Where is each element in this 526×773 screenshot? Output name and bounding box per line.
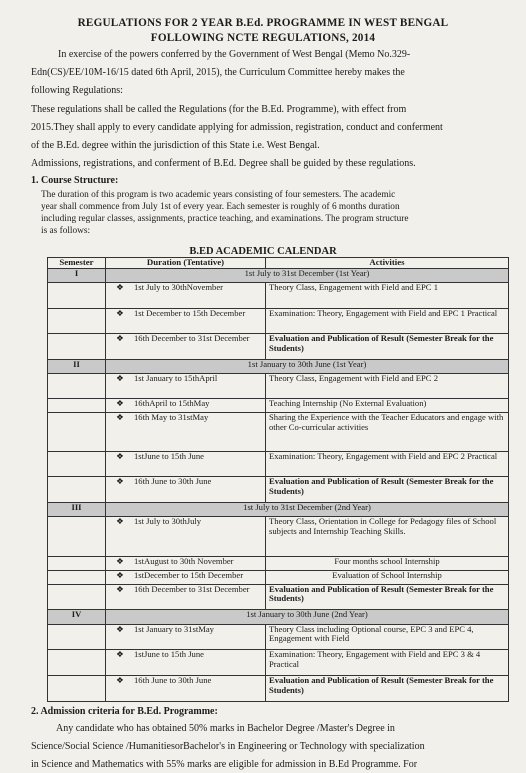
- duration-text: 16th June to 30th June: [134, 476, 212, 487]
- duration-text: 1stJune to 15th June: [134, 451, 204, 461]
- activity-cell: Theory Class including Optional course, EPC 3 and EPC 4, Engagement with Field: [266, 624, 509, 650]
- document-title-line-1: REGULATIONS FOR 2 YEAR B.Ed. PROGRAMME IN WEST BENGAL: [77, 17, 449, 29]
- section-2-line-1: Any candidate who has obtained 50% marks in Bachelor Degree /Master's Degree in: [56, 723, 395, 734]
- diamond-bullet-icon: ❖: [116, 624, 124, 634]
- duration-text: 1st January to 31stMay: [134, 624, 214, 634]
- semester-cell: [48, 650, 106, 676]
- duration-cell: [106, 413, 266, 451]
- table-row: [48, 451, 509, 477]
- header-activities: Activities: [266, 258, 509, 269]
- activity-cell: Examination: Theory, Engagement with Field and EPC 1 Practical: [266, 308, 509, 334]
- diamond-bullet-icon: ❖: [116, 516, 124, 527]
- section-2-line-2: Science/Social Science /HumanitiesorBachelor's in Engineering or Technology with specialization: [31, 741, 425, 752]
- semester-period: 1st July to 31st December (2nd Year): [106, 503, 509, 517]
- duration-text: 16th December to 31st December: [134, 333, 250, 344]
- semester-period: 1st January to 30th June (2nd Year): [106, 610, 509, 624]
- table-row: [48, 570, 509, 584]
- activity-cell: Evaluation and Publication of Result (Semester Break for the Students): [266, 584, 509, 610]
- activity-cell: Evaluation and Publication of Result (Semester Break for the Students): [266, 477, 509, 503]
- semester-band-row: [48, 503, 509, 517]
- semester-cell: [48, 413, 106, 451]
- table-row: [48, 399, 509, 413]
- duration-text: 1stAugust to 30th November: [134, 556, 234, 566]
- regs-line-2: 2015.They shall apply to every candidate applying for admission, registration, conduct and conferment: [31, 122, 443, 133]
- diamond-bullet-icon: ❖: [116, 373, 124, 383]
- semester-cell: [48, 556, 106, 570]
- duration-text: 16th June to 30th June: [134, 675, 212, 686]
- table-row: [48, 308, 509, 334]
- activity-cell: Evaluation and Publication of Result (Semester Break for the Students): [266, 676, 509, 702]
- section-2-heading: 2. Admission criteria for B.Ed. Programme:: [31, 706, 218, 717]
- activity-cell: Evaluation of School Internship: [266, 570, 509, 584]
- diamond-bullet-icon: ❖: [116, 476, 124, 487]
- duration-text: 1stJune to 15th June: [134, 649, 204, 660]
- activity-cell: Sharing the Experience with the Teacher Educators and engage with other Co-curricular activities: [266, 413, 509, 451]
- duration-text: 16thApril to 15thMay: [134, 398, 210, 409]
- regs-line-1: These regulations shall be called the Regulations (for the B.Ed. Programme), with effect from: [31, 104, 407, 115]
- semester-cell: [48, 373, 106, 399]
- semester-cell: [48, 477, 106, 503]
- table-row: [48, 334, 509, 360]
- admissions-line: Admissions, registrations, and conferment of B.Ed. Degree shall be guided by these regulations.: [31, 158, 416, 169]
- header-duration: Duration (Tentative): [106, 258, 266, 269]
- header-semester: Semester: [48, 258, 106, 269]
- section-1-line-1: The duration of this program is two academic years consisting of four semesters. The academic: [41, 190, 396, 200]
- semester-label: II: [48, 359, 106, 373]
- intro-line-1: In exercise of the powers conferred by the Government of West Bengal (Memo No.329-: [58, 49, 411, 60]
- duration-cell: [106, 373, 266, 399]
- table-row: [48, 624, 509, 650]
- activity-cell: Teaching Internship (No External Evaluation): [266, 399, 509, 413]
- activity-cell: Theory Class, Engagement with Field and EPC 1: [266, 283, 509, 309]
- table-row: [48, 477, 509, 503]
- duration-cell: [106, 451, 266, 477]
- intro-line-3: following Regulations:: [31, 85, 123, 96]
- table-row: [48, 373, 509, 399]
- duration-text: 1st January to 15thApril: [134, 373, 218, 383]
- duration-text: 1st July to 30thJuly: [134, 516, 202, 527]
- semester-cell: [48, 451, 106, 477]
- duration-cell: [106, 624, 266, 650]
- semester-cell: [48, 399, 106, 413]
- duration-text: 16th May to 31stMay: [134, 412, 209, 423]
- semester-cell: [48, 283, 106, 309]
- duration-text: 1stDecember to 15th December: [134, 570, 244, 580]
- activity-cell: Examination: Theory, Engagement with Field and EPC 3 & 4 Practical: [266, 650, 509, 676]
- duration-text: 16th December to 31st December: [134, 584, 250, 594]
- table-row: [48, 584, 509, 610]
- diamond-bullet-icon: ❖: [116, 570, 124, 580]
- activity-cell: Examination: Theory, Engagement with Field and EPC 2 Practical: [266, 451, 509, 477]
- table-row: [48, 413, 509, 451]
- intro-line-2: Edn(CS)/EE/10M-16/15 dated 6th April, 2015), the Curriculum Committee hereby makes the: [31, 67, 405, 78]
- section-1-line-3: including regular classes, assignments, practice teaching, and examinations. The program structure: [41, 214, 409, 224]
- academic-calendar-table: [47, 257, 509, 702]
- duration-cell: [106, 584, 266, 610]
- activity-cell: Four months school Internship: [266, 556, 509, 570]
- diamond-bullet-icon: ❖: [116, 584, 124, 594]
- activity-cell: Theory Class, Engagement with Field and EPC 2: [266, 373, 509, 399]
- table-row: [48, 650, 509, 676]
- duration-cell: [106, 517, 266, 557]
- diamond-bullet-icon: ❖: [116, 412, 124, 423]
- section-1-line-2: year shall commence from July 1st of every year. Each semester is roughly of 6 months duration: [41, 202, 400, 212]
- semester-period: 1st July to 31st December (1st Year): [106, 269, 509, 283]
- duration-cell: [106, 676, 266, 702]
- duration-cell: [106, 334, 266, 360]
- duration-cell: [106, 399, 266, 413]
- duration-cell: [106, 650, 266, 676]
- calendar-body: [48, 269, 509, 702]
- section-1-line-4: is as follows:: [41, 226, 91, 236]
- calendar-title: B.ED ACADEMIC CALENDAR: [189, 246, 337, 257]
- semester-cell: [48, 308, 106, 334]
- duration-cell: [106, 570, 266, 584]
- activity-cell: Theory Class, Orientation in College for Pedagogy files of School subjects and Internship Teaching Skills.: [266, 517, 509, 557]
- duration-cell: [106, 283, 266, 309]
- semester-cell: [48, 517, 106, 557]
- diamond-bullet-icon: ❖: [116, 333, 124, 344]
- semester-band-row: [48, 269, 509, 283]
- table-row: [48, 283, 509, 309]
- activity-cell: Evaluation and Publication of Result (Semester Break for the Students): [266, 334, 509, 360]
- semester-period: 1st January to 30th June (1st Year): [106, 359, 509, 373]
- semester-cell: [48, 584, 106, 610]
- semester-cell: [48, 334, 106, 360]
- table-row: [48, 517, 509, 557]
- table-row: [48, 556, 509, 570]
- diamond-bullet-icon: ❖: [116, 398, 124, 409]
- duration-cell: [106, 556, 266, 570]
- table-row: [48, 676, 509, 702]
- duration-text: 1st July to 30thNovember: [134, 282, 224, 293]
- calendar-header-row: [48, 258, 509, 269]
- diamond-bullet-icon: ❖: [116, 675, 124, 686]
- semester-label: IV: [48, 610, 106, 624]
- semester-cell: [48, 570, 106, 584]
- duration-text: 1st December to 15th December: [134, 308, 246, 318]
- semester-band-row: [48, 610, 509, 624]
- semester-band-row: [48, 359, 509, 373]
- section-2-line-3: in Science and Mathematics with 55% marks are eligible for admission in B.Ed Programme. For: [31, 759, 418, 770]
- document-title-line-2: FOLLOWING NCTE REGULATIONS, 2014: [150, 32, 376, 44]
- diamond-bullet-icon: ❖: [116, 282, 124, 293]
- semester-label: III: [48, 503, 106, 517]
- semester-cell: [48, 676, 106, 702]
- diamond-bullet-icon: ❖: [116, 451, 124, 461]
- section-1-heading: 1. Course Structure:: [31, 175, 119, 186]
- diamond-bullet-icon: ❖: [116, 556, 124, 566]
- duration-cell: [106, 308, 266, 334]
- duration-cell: [106, 477, 266, 503]
- semester-cell: [48, 624, 106, 650]
- diamond-bullet-icon: ❖: [116, 308, 124, 318]
- semester-label: I: [48, 269, 106, 283]
- regs-line-3: of the B.Ed. degree within the jurisdiction of this State i.e. West Bengal.: [31, 140, 320, 151]
- diamond-bullet-icon: ❖: [116, 649, 124, 660]
